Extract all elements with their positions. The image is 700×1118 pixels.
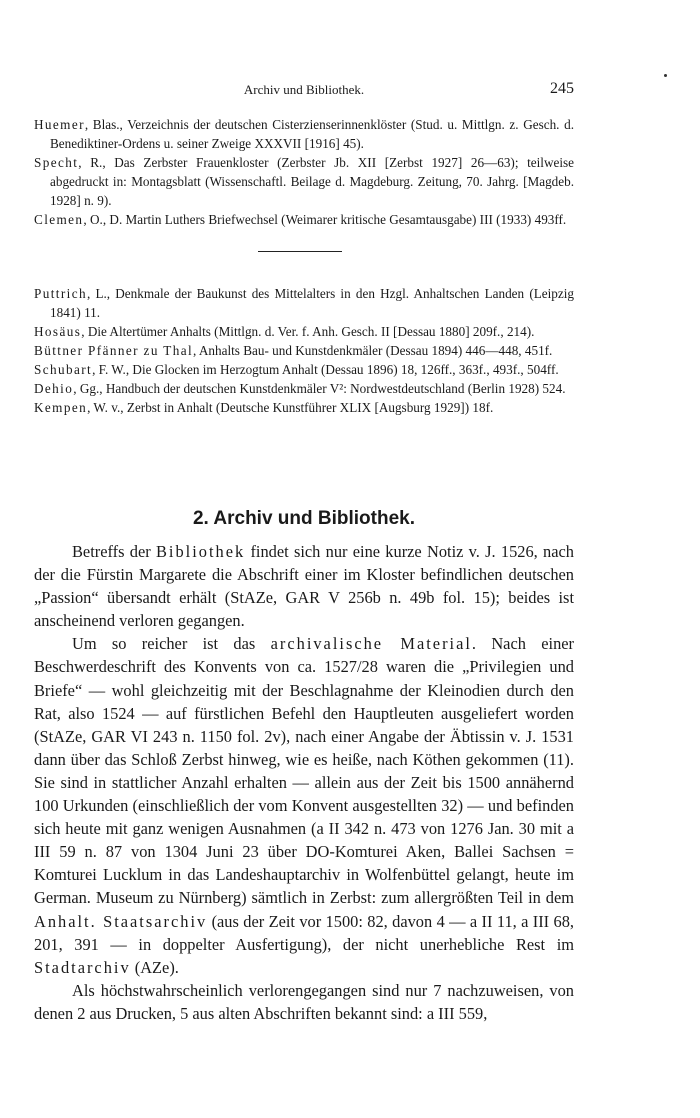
entry-author: Clemen bbox=[34, 212, 84, 227]
bibliography-group-1 bbox=[34, 115, 574, 229]
text-run: Um so reicher ist das bbox=[72, 634, 271, 654]
text-run: (AZe). bbox=[130, 957, 179, 977]
spaced-term: Bibliothek bbox=[155, 542, 246, 561]
bibliography-group-2 bbox=[34, 284, 574, 417]
section-divider bbox=[258, 251, 342, 252]
entry-author: Dehio bbox=[34, 381, 74, 396]
entry-author: Puttrich bbox=[34, 286, 87, 301]
text-run: Als höchstwahrscheinlich verlorengegangen sind nur 7 nachzuweisen, von denen 2 aus Drucken, 5 aus alten Abschriften bekannt sind: a III 559, bbox=[34, 980, 574, 1023]
text-run: (aus der Zeit vor 1500: 82, davon 4 — a II 11, a III 68, 201, 391 — in doppelter Ausfertigung), der nicht unerhebliche Rest im bbox=[34, 911, 574, 954]
entry-author: Kempen bbox=[34, 400, 88, 415]
running-title: Archiv und Bibliothek. bbox=[243, 82, 365, 97]
body-text bbox=[34, 540, 574, 1025]
bibliography-entry bbox=[34, 341, 574, 360]
entry-text: , Die Altertümer Anhalts (Mittlgn. d. Ver. f. Anh. Gesch. II [Dessau 1880] 209f., 214). bbox=[81, 324, 535, 339]
bibliography-entry bbox=[34, 153, 574, 210]
entry-author: Hosäus bbox=[34, 324, 82, 339]
entry-text: , L., Denkmale der Baukunst des Mittelalters in den Hzgl. Anhaltschen Landen (Leipzig 1841) 11. bbox=[50, 286, 574, 320]
entry-text: , W. v., Zerbst in Anhalt (Deutsche Kunstführer XLIX [Augsburg 1929]) 18f. bbox=[87, 400, 494, 415]
bibliography-entry bbox=[34, 210, 574, 229]
entry-text: , Blas., Verzeichnis der deutschen Cisterzienserinnenklöster (Stud. u. Mittlgn. z. Gesch. d. Benediktiner-Ordens u. seiner Zweige XXXVII [1916] 45). bbox=[50, 117, 574, 151]
bibliography-entry bbox=[34, 360, 574, 379]
paragraph bbox=[34, 979, 574, 1025]
entry-text: , Anhalts Bau- und Kunstdenkmäler (Dessau 1894) 446—448, 451f. bbox=[193, 343, 553, 358]
entry-text: , F. W., Die Glocken im Herzogtum Anhalt (Dessau 1896) 18, 126ff., 363f., 493f., 504ff. bbox=[92, 362, 559, 377]
text-run: Betreffs der bbox=[72, 542, 156, 561]
text-run: . Nach einer Beschwerdeschrift des Konvents von ca. 1527/28 waren die „Privilegien und Briefe“ — wohl gleichzeitig mit der Beschlagnahme der Kleinodien durch den Rat, also 1524 — auf fürstlichen Befehl den Hauptleuten ausgeliefert worden (StAZe, GAR VI 243 n. 1150 fol. 2v), nach einer Angabe der Äbtissin v. J. 1531 dann über das Schloß Zerbst hinweg, wie es heiße, nach Köthen gekommen (11). Sie sind in stattlicher Anzahl erhalten — allein aus der Zeit bis 1500 annähernd 100 Urkunden (einschließlich der vom Konvent ausgestellten 32) — und befinden sich heute mit ganz wenigen Ausnahmen (a II 342 n. 473 von 1276 Jan. 30 mit a III 59 n. 87 von 1304 Juni 23 über DO-Komturei Aken, Ballei Sachsen = Komturei Lucklum in das Landeshauptarchiv in Wolfenbüttel gelangt, heute im German. Museum zu Nürnberg) sämtlich in Zerbst: zum allergrößten Teil in dem bbox=[34, 634, 575, 908]
bibliography-entry bbox=[34, 398, 574, 417]
bibliography-entry bbox=[34, 284, 574, 322]
entry-author: Huemer bbox=[34, 117, 85, 132]
paragraph bbox=[34, 632, 574, 978]
bibliography-entry bbox=[34, 115, 574, 153]
section-heading: 2. Archiv und Bibliothek. bbox=[192, 508, 416, 529]
entry-author: Schubart bbox=[34, 362, 93, 377]
spaced-term: archivalische Material bbox=[270, 634, 472, 654]
entry-text: , O., D. Martin Luthers Briefwechsel (Weimarer kritische Gesamtausgabe) III (1933) 493ff. bbox=[83, 212, 567, 227]
bibliography-entry bbox=[34, 322, 574, 341]
entry-author: Specht bbox=[34, 155, 79, 170]
spaced-term: Stadtarchiv bbox=[34, 957, 131, 977]
entry-text: , Gg., Handbuch der deutschen Kunstdenkmäler V²: Nordwestdeutschland (Berlin 1928) 524. bbox=[73, 381, 566, 396]
margin-mark bbox=[664, 74, 667, 77]
text-run: findet sich nur eine kurze Notiz v. J. 1526, nach der die Fürstin Margarete die Abschrift einer im Kloster befindlichen deutschen „Passion“ übersandt erhält (StAZe, GAR V 256b n. 49b fol. 15); beides ist anscheinend verloren gegangen. bbox=[34, 542, 574, 631]
entry-text: , R., Das Zerbster Frauenkloster (Zerbster Jb. XII [Zerbst 1927] 26—63); teilweise abgedruckt in: Montagsblatt (Wissenschaftl. Beilage d. Magdeburg. Zeitung, 70. Jahrg. [Magdeb. 1928] n. 9). bbox=[50, 155, 574, 208]
bibliography-entry bbox=[34, 379, 574, 398]
spaced-term: Anhalt. Staatsarchiv bbox=[34, 911, 208, 931]
page-number: 245 bbox=[550, 80, 574, 97]
entry-author: Büttner Pfänner zu Thal bbox=[34, 343, 194, 358]
paragraph bbox=[34, 540, 574, 632]
